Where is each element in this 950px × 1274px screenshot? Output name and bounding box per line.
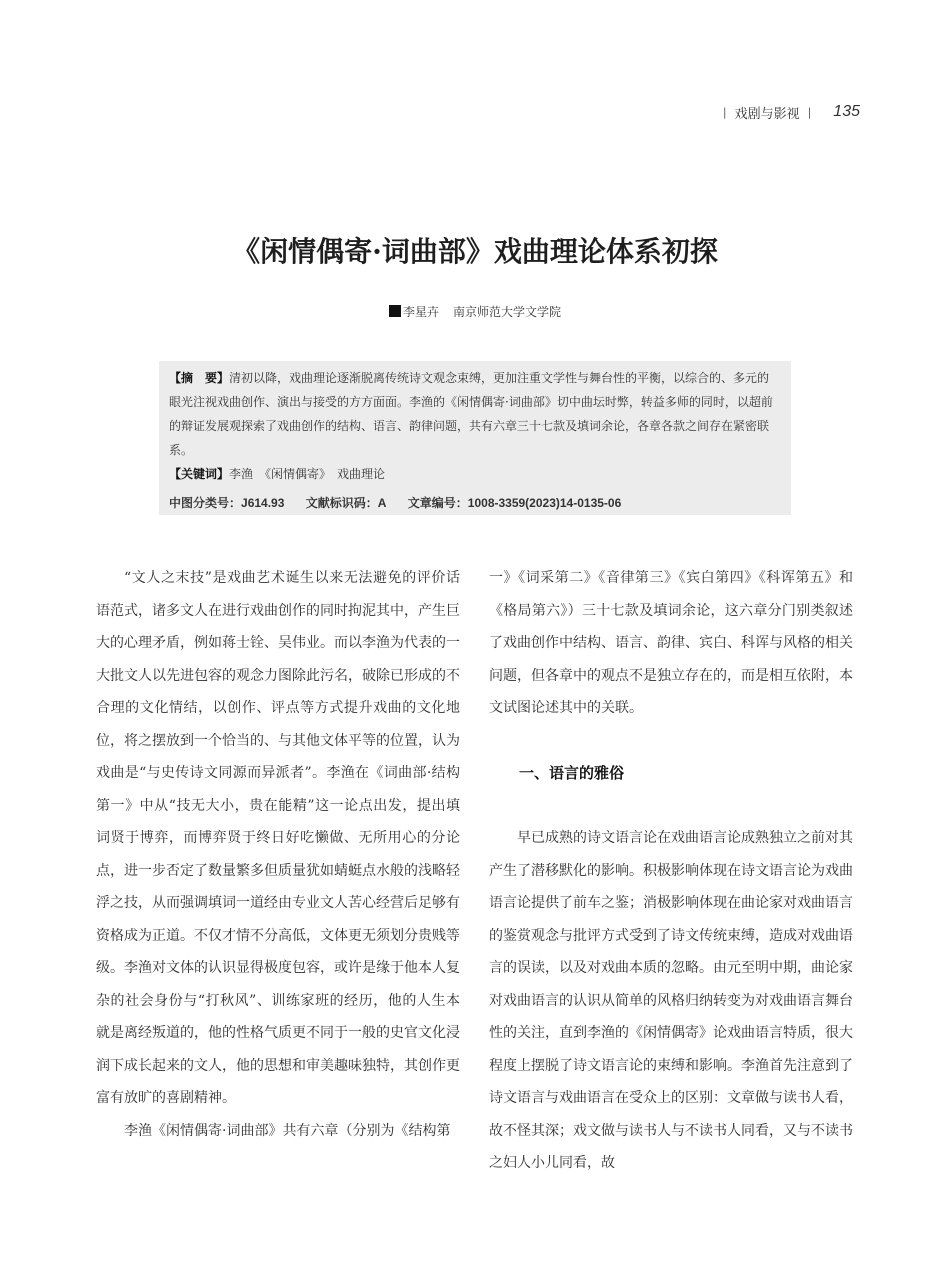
header-section-name: 戏剧与影视 bbox=[734, 106, 800, 122]
clc-code: 中图分类号：J614.93 bbox=[169, 496, 285, 510]
running-header bbox=[715, 101, 860, 123]
author-square-icon bbox=[389, 305, 401, 317]
doc-code: 文献标识码：A bbox=[305, 496, 387, 510]
header-separator-right: | bbox=[807, 105, 812, 119]
header-separator-left: | bbox=[722, 105, 727, 119]
body-paragraph: “文人之末技”是戏曲艺术诞生以来无法避免的评价话语范式，诸多文人在进行戏曲创作的同时拘泥其中，产生巨大的心理矛盾，例如蒋士铨、吴伟业。而以李渔为代表的一大批文人以先进包容的观念力图除此污名，破除已形成的不合理的文化情结，以创作、评点等方式提升戏曲的文化地位，将之摆放到一个恰当的、与其他文体平等的位置，认为戏曲是“与史传诗文同源而异派者”。李渔在《词曲部·结构第一》中从“技无大小，贵在能精”这一论点出发，提出填词贤于博弈，而博弈贤于终日好吃懒做、无所用心的分论点，进一步否定了数量繁多但质量犹如蜻蜓点水般的浅略轻浮之技，从而强调填词一道经由专业文人苦心经营后足够有资格成为正道。不仅才情不分高低，文体更无须划分贵贱等级。李渔对文体的认识显得极度包容，或许是缘于他本人复杂的社会身份与“打秋风”、训练家班的经历，他的人生本就是离经叛道的，他的性格气质更不同于一般的史官文化浸润下成长起来的文人，他的思想和审美趣味独特，其创作更富有放旷的喜剧精神。 bbox=[96, 570, 460, 1106]
author-affiliation: 南京师范大学文学院 bbox=[453, 305, 562, 319]
page-number: 135 bbox=[833, 103, 860, 120]
article-number: 文章编号：1008-3359(2023)14-0135-06 bbox=[407, 496, 622, 510]
keywords-text: 李渔 《闲情偶寄》 戏曲理论 bbox=[229, 467, 386, 481]
classification-line bbox=[169, 493, 781, 513]
body-paragraph: 李渔《闲情偶寄·词曲部》共有六章（分别为《结构第 bbox=[124, 1122, 451, 1139]
author-name: 李星卉 bbox=[402, 305, 439, 319]
keywords-label: 【关键词】 bbox=[169, 467, 230, 481]
author-line bbox=[0, 303, 950, 320]
section-heading: 一、语言的雅俗 bbox=[519, 764, 625, 782]
abstract-label: 【摘 要】 bbox=[169, 371, 230, 385]
abstract-box bbox=[159, 361, 791, 515]
left-column bbox=[96, 562, 460, 1147]
abstract bbox=[169, 366, 781, 462]
body-paragraph: 一》《词采第二》《音律第三》《宾白第四》《科诨第五》和《格局第六》）三十七款及填词余论，这六章分门别类叙述了戏曲创作中结构、语言、韵律、宾白、科诨与风格的相关问题，但各章中的观点不是独立存在的，而是相互依附，本文试图论述其中的关联。 bbox=[489, 570, 853, 716]
article-title: 《闲情偶寄·词曲部》戏曲理论体系初探 bbox=[232, 235, 718, 268]
right-column bbox=[489, 562, 853, 1180]
body-paragraph: 早已成熟的诗文语言论在戏曲语言论成熟独立之前对其产生了潜移默化的影响。积极影响体现在诗文语言论为戏曲语言论提供了前车之鉴；消极影响体现在曲论家对戏曲语言的鉴赏观念与批评方式受到了诗文传统束缚，造成对戏曲语言的误读，以及对戏曲本质的忽略。由元至明中期，曲论家对戏曲语言的认识从简单的风格归纳转变为对戏曲语言舞台性的关注，直到李渔的《闲情偶寄》论戏曲语言特质，很大程度上摆脱了诗文语言论的束缚和影响。李渔首先注意到了诗文语言与戏曲语言在受众上的区别：文章做与读书人看，故不怪其深；戏文做与读书人与不读书人同看，又与不读书之妇人小儿同看，故 bbox=[489, 830, 853, 1171]
abstract-text: 清初以降，戏曲理论逐渐脱离传统诗文观念束缚，更加注重文学性与舞台性的平衡，以综合的、多元的眼光注视戏曲创作、演出与接受的方方面面。李渔的《闲情偶寄·词曲部》切中曲坛时弊，转益多师的同时，以超前的辩证发展观探索了戏曲创作的结构、语言、韵律问题，共有六章三十七款及填词余论，各章各款之间存在紧密联系。 bbox=[169, 371, 773, 457]
keywords bbox=[169, 462, 781, 486]
